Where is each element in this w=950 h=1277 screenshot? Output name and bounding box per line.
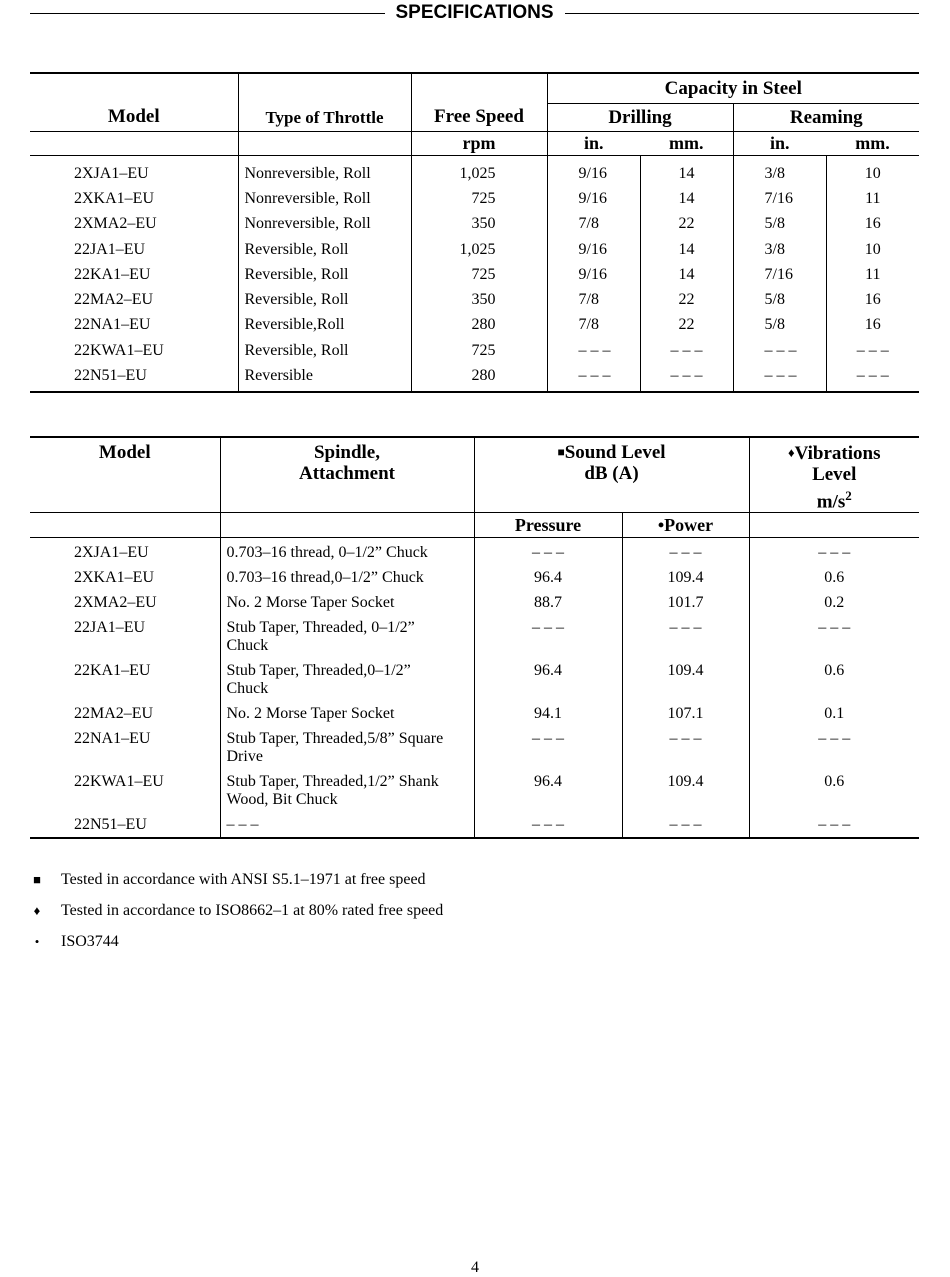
spindle-cell: [220, 538, 474, 566]
header-drill-in: in.: [547, 132, 640, 156]
header-vib-exp: 2: [845, 488, 852, 503]
model-cell: 2XKA1–EU: [74, 569, 154, 587]
model-cell: 2XKA1–EU: [74, 189, 154, 207]
header-ream-mm: mm.: [826, 132, 919, 156]
spindle-cell: [220, 615, 474, 658]
throttle-cell: Reversible, Roll: [238, 338, 411, 363]
dot-bullet-icon: •: [34, 934, 40, 949]
pressure-cell: 94.1: [474, 701, 622, 726]
footnote-item: [30, 899, 910, 930]
header-reaming: Reaming: [733, 104, 919, 132]
power-cell: – – –: [622, 726, 749, 769]
power-cell: 109.4: [622, 658, 749, 701]
drill-mm-cell: 14: [640, 156, 733, 187]
power-cell: 107.1: [622, 701, 749, 726]
drill-mm-cell: – – –: [640, 338, 733, 363]
table-row: [30, 313, 919, 338]
header-free-speed: Free Speed: [411, 73, 547, 132]
model-cell: 22KWA1–EU: [74, 773, 164, 791]
drill-in-cell: – – –: [547, 338, 640, 363]
table-row: [30, 615, 919, 658]
header-drill-mm: mm.: [640, 132, 733, 156]
footnote-text: ISO3744: [61, 933, 119, 950]
free-speed-cell: 1,025: [411, 237, 547, 262]
footnote-item: [30, 930, 910, 961]
table-row: [30, 262, 919, 287]
dot-bullet-icon: •: [657, 514, 665, 535]
header-blank-throttle: [238, 132, 411, 156]
header-pressure: Pressure: [474, 513, 622, 538]
model-cell: 22KA1–EU: [74, 662, 151, 680]
square-bullet-icon: ■: [557, 445, 565, 459]
page-number: 4: [471, 1259, 479, 1276]
pressure-cell: 96.4: [474, 769, 622, 812]
square-bullet-icon: ■: [33, 872, 41, 887]
power-cell: 101.7: [622, 590, 749, 615]
pressure-cell: – – –: [474, 726, 622, 769]
header-vib-line3: m/s: [816, 491, 846, 513]
header-ream-in: in.: [733, 132, 826, 156]
model-cell: 22NA1–EU: [74, 730, 151, 748]
header-type-of-throttle: Type of Throttle: [238, 73, 411, 132]
header-blank-spindle: [220, 513, 474, 538]
free-speed-cell: 725: [411, 338, 547, 363]
free-speed-cell: 280: [411, 363, 547, 391]
spindle-line2: Drive: [226, 748, 263, 766]
spindle-cell: [220, 565, 474, 590]
spindle-cell: [220, 590, 474, 615]
model-cell: 22N51–EU: [74, 367, 147, 385]
vibration-cell: 0.6: [749, 565, 919, 590]
header-blank-model: [30, 513, 220, 538]
model-cell: 22JA1–EU: [74, 619, 146, 637]
footnote-text: Tested in accordance with ANSI S5.1–1971 at free speed: [61, 871, 426, 888]
header-capacity-in-steel: Capacity in Steel: [547, 73, 919, 104]
spindle-cell: [220, 701, 474, 726]
drill-in-cell: 7/8: [547, 212, 640, 237]
table-row: [30, 212, 919, 237]
table-row: [30, 658, 919, 701]
vibration-cell: – – –: [749, 615, 919, 658]
header-vib-line2: Level: [812, 464, 857, 485]
pressure-cell: 88.7: [474, 590, 622, 615]
page-title-text: SPECIFICATIONS: [385, 0, 565, 26]
throttle-cell: Reversible,Roll: [238, 313, 411, 338]
spindle-line2: Chuck: [226, 680, 269, 698]
spindle-line1: Stub Taper, Threaded,0–1/2”: [226, 662, 411, 680]
model-cell: 22MA2–EU: [74, 291, 154, 309]
ream-in-cell: 3/8: [733, 237, 826, 262]
ream-in-cell: 5/8: [733, 313, 826, 338]
model-cell: 22N51–EU: [74, 816, 147, 834]
drill-mm-cell: 14: [640, 186, 733, 211]
spindle-cell: [220, 726, 474, 769]
model-cell: 22JA1–EU: [74, 240, 146, 258]
drill-in-cell: 9/16: [547, 262, 640, 287]
spindle-line1: No. 2 Morse Taper Socket: [226, 594, 395, 612]
drill-in-cell: 9/16: [547, 186, 640, 211]
ream-in-cell: – – –: [733, 338, 826, 363]
ream-mm-cell: 11: [826, 186, 919, 211]
free-speed-cell: 1,025: [411, 156, 547, 187]
drill-in-cell: 9/16: [547, 237, 640, 262]
ream-in-cell: 7/16: [733, 262, 826, 287]
table-row: [30, 338, 919, 363]
spindle-line1: 0.703–16 thread, 0–1/2” Chuck: [226, 544, 428, 562]
header-power-label: Power: [664, 514, 714, 535]
spindle-line2: Wood, Bit Chuck: [226, 791, 338, 809]
drill-in-cell: 7/8: [547, 313, 640, 338]
power-cell: 109.4: [622, 565, 749, 590]
table-row: [30, 565, 919, 590]
table-row: [30, 538, 919, 566]
table-row: [30, 726, 919, 769]
ream-mm-cell: 16: [826, 313, 919, 338]
header-spindle-line1: Spindle,: [313, 442, 380, 463]
header-sound-line2: dB (A): [584, 463, 639, 484]
table-row: [30, 812, 919, 838]
ream-mm-cell: 16: [826, 212, 919, 237]
header-sound-line1: Sound Level: [564, 442, 666, 463]
header-spindle-attachment: [220, 437, 474, 513]
capacity-table: [30, 72, 919, 393]
header-spindle-line2: Attachment: [298, 463, 396, 484]
ream-in-cell: – – –: [733, 363, 826, 391]
header-model: Model: [98, 442, 151, 463]
power-cell: – – –: [622, 538, 749, 566]
diamond-bullet-icon: ♦: [33, 903, 41, 918]
throttle-cell: Reversible, Roll: [238, 287, 411, 312]
drill-mm-cell: 22: [640, 313, 733, 338]
free-speed-cell: 725: [411, 186, 547, 211]
free-speed-cell: 350: [411, 212, 547, 237]
sound-vibration-table: [30, 436, 919, 839]
ream-in-cell: 5/8: [733, 287, 826, 312]
model-cell: 22NA1–EU: [74, 316, 151, 334]
spindle-line1: Stub Taper, Threaded,5/8” Square: [226, 730, 444, 748]
spindle-line1: – – –: [226, 816, 259, 834]
pressure-cell: – – –: [474, 615, 622, 658]
vibration-cell: 0.2: [749, 590, 919, 615]
header-blank-model: [30, 132, 238, 156]
throttle-cell: Reversible, Roll: [238, 237, 411, 262]
throttle-cell: Reversible: [238, 363, 411, 391]
spindle-line2: Chuck: [226, 637, 269, 655]
vibration-cell: – – –: [749, 812, 919, 838]
footnote-item: [30, 868, 910, 899]
vibration-cell: – – –: [749, 726, 919, 769]
table-row: [30, 590, 919, 615]
table-row: [30, 287, 919, 312]
spindle-cell: [220, 812, 474, 838]
header-model: Model: [107, 106, 160, 127]
diamond-bullet-icon: ♦: [787, 445, 795, 460]
vibration-cell: 0.6: [749, 658, 919, 701]
header-power: [622, 513, 749, 538]
spindle-cell: [220, 769, 474, 812]
pressure-cell: – – –: [474, 812, 622, 838]
drill-mm-cell: 14: [640, 237, 733, 262]
drill-mm-cell: 22: [640, 287, 733, 312]
drill-mm-cell: 14: [640, 262, 733, 287]
header-vib-line1: Vibrations: [794, 443, 881, 464]
footnotes: [30, 868, 910, 961]
table-row: [30, 156, 919, 187]
ream-in-cell: 5/8: [733, 212, 826, 237]
table-row: [30, 237, 919, 262]
throttle-cell: Reversible, Roll: [238, 262, 411, 287]
table-row: [30, 186, 919, 211]
ream-mm-cell: 16: [826, 287, 919, 312]
pressure-cell: 96.4: [474, 565, 622, 590]
vibration-cell: 0.6: [749, 769, 919, 812]
spindle-cell: [220, 658, 474, 701]
drill-in-cell: 9/16: [547, 156, 640, 187]
drill-in-cell: – – –: [547, 363, 640, 391]
vibration-cell: 0.1: [749, 701, 919, 726]
header-drilling: Drilling: [547, 104, 733, 132]
footnote-text: Tested in accordance to ISO8662–1 at 80% rated free speed: [61, 902, 444, 919]
model-cell: 2XMA2–EU: [74, 594, 157, 612]
spindle-line1: 0.703–16 thread,0–1/2” Chuck: [226, 569, 424, 587]
table-row: [30, 363, 919, 391]
header-sound-level: [474, 437, 749, 513]
drill-mm-cell: 22: [640, 212, 733, 237]
page-title: [30, 0, 919, 26]
header-vibrations-level: [749, 437, 919, 513]
ream-mm-cell: – – –: [826, 363, 919, 391]
model-cell: 2XMA2–EU: [74, 215, 157, 233]
pressure-cell: – – –: [474, 538, 622, 566]
ream-in-cell: 7/16: [733, 186, 826, 211]
throttle-cell: Nonreversible, Roll: [238, 156, 411, 187]
throttle-cell: Nonreversible, Roll: [238, 186, 411, 211]
free-speed-cell: 350: [411, 287, 547, 312]
header-blank-vibration: [749, 513, 919, 538]
vibration-cell: – – –: [749, 538, 919, 566]
pressure-cell: 96.4: [474, 658, 622, 701]
drill-in-cell: 7/8: [547, 287, 640, 312]
model-cell: 2XJA1–EU: [74, 164, 149, 182]
spindle-line1: Stub Taper, Threaded,1/2” Shank: [226, 773, 439, 791]
ream-mm-cell: 10: [826, 237, 919, 262]
table-row: [30, 769, 919, 812]
model-cell: 22MA2–EU: [74, 705, 154, 723]
header-rpm: rpm: [411, 132, 547, 156]
ream-in-cell: 3/8: [733, 156, 826, 187]
drill-mm-cell: – – –: [640, 363, 733, 391]
power-cell: – – –: [622, 615, 749, 658]
free-speed-cell: 280: [411, 313, 547, 338]
spindle-line1: No. 2 Morse Taper Socket: [226, 705, 395, 723]
model-cell: 22KA1–EU: [74, 265, 151, 283]
free-speed-cell: 725: [411, 262, 547, 287]
power-cell: 109.4: [622, 769, 749, 812]
spindle-line1: Stub Taper, Threaded, 0–1/2”: [226, 619, 415, 637]
ream-mm-cell: – – –: [826, 338, 919, 363]
throttle-cell: Nonreversible, Roll: [238, 212, 411, 237]
model-cell: 22KWA1–EU: [74, 341, 164, 359]
ream-mm-cell: 11: [826, 262, 919, 287]
model-cell: 2XJA1–EU: [74, 544, 149, 562]
power-cell: – – –: [622, 812, 749, 838]
table-row: [30, 701, 919, 726]
ream-mm-cell: 10: [826, 156, 919, 187]
